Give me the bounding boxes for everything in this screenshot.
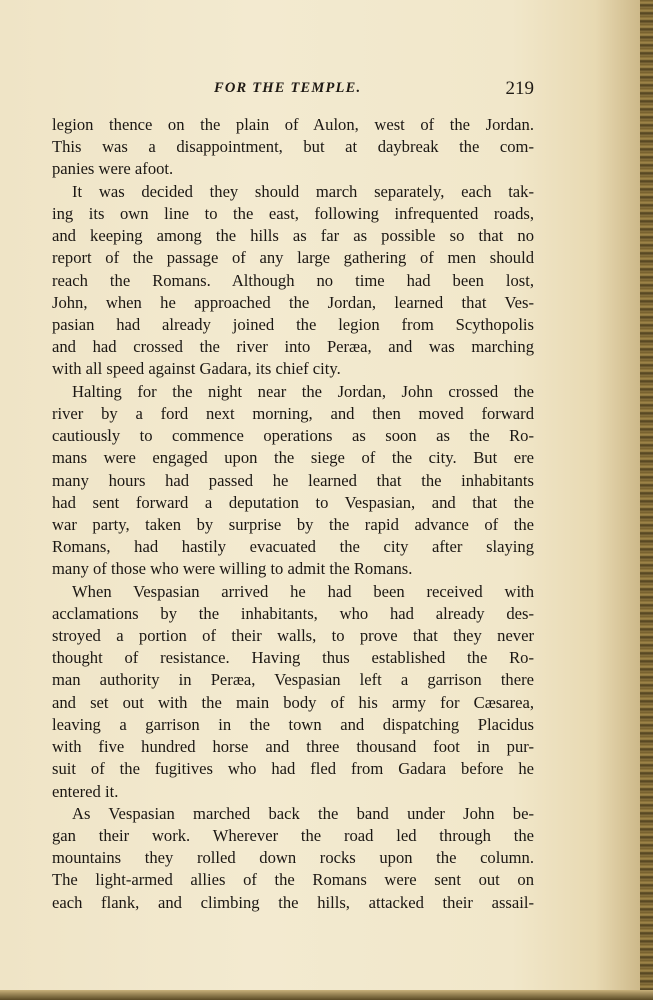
text-line: pasian had already joined the legion from Scythopolis bbox=[52, 314, 534, 334]
text-line: gan their work. Wherever the road led through the bbox=[52, 826, 534, 845]
text-line: This was a disappointment, but at daybreak the com- bbox=[52, 137, 534, 157]
text-line: war party, taken by surprise by the rapid advance of the bbox=[52, 514, 534, 534]
text-line: As Vespasian marched back the band under John be- bbox=[72, 803, 534, 823]
text-line: report of the passage of any large gathering of men should bbox=[52, 248, 534, 268]
text-line: and set out with the main body of his army for Cæsarea, bbox=[52, 692, 534, 712]
text-line: entered it. bbox=[52, 781, 119, 801]
text-line: and keeping among the hills as far as possible so that no bbox=[52, 226, 534, 246]
text-line: The light-armed allies of the Romans were sent out on bbox=[52, 870, 534, 890]
text-line: legion thence on the plain of Aulon, west of the Jordan. bbox=[52, 115, 534, 134]
text-line: had sent forward a deputation to Vespasian, and that the bbox=[52, 492, 534, 512]
page-number: 219 bbox=[505, 78, 534, 99]
text-line: mans were engaged upon the siege of the city. But ere bbox=[52, 448, 534, 468]
running-title: FOR THE TEMPLE. bbox=[214, 80, 362, 96]
page-edge-right bbox=[640, 0, 653, 1000]
text-line: panies were afoot. bbox=[52, 159, 174, 179]
text-line: stroyed a portion of their walls, to prove that they never bbox=[52, 626, 534, 646]
text-line: river by a ford next morning, and then moved forward bbox=[52, 403, 534, 423]
text-line: acclamations by the inhabitants, who had already des- bbox=[52, 603, 534, 623]
text-line: When Vespasian arrived he had been received with bbox=[72, 581, 534, 601]
text-line: cautiously to commence operations as soon as the Ro- bbox=[52, 426, 534, 446]
text-line: man authority in Peræa, Vespasian left a garrison there bbox=[52, 670, 534, 690]
text-line: leaving a garrison in the town and dispatching Placidus bbox=[52, 714, 534, 734]
page-header bbox=[52, 78, 534, 104]
text-line: with all speed against Gadara, its chief city. bbox=[52, 359, 341, 379]
text-line: It was decided they should march separately, each tak- bbox=[72, 181, 534, 201]
text-line: with five hundred horse and three thousand foot in pur- bbox=[52, 737, 534, 757]
page-edge-bottom bbox=[0, 990, 653, 1000]
text-line: John, when he approached the Jordan, learned that Ves- bbox=[52, 292, 534, 312]
text-line: Halting for the night near the Jordan, John crossed the bbox=[72, 381, 534, 401]
text-line: reach the Romans. Although no time had been lost, bbox=[52, 270, 534, 290]
body-text bbox=[52, 114, 534, 914]
text-line: and had crossed the river into Peræa, and was marching bbox=[52, 337, 534, 357]
text-line: each flank, and climbing the hills, attacked their assail- bbox=[52, 892, 534, 912]
text-line: Romans, had hastily evacuated the city after slaying bbox=[52, 537, 534, 557]
text-line: ing its own line to the east, following infrequented roads, bbox=[52, 203, 534, 223]
text-line: many hours had passed he learned that the inhabitants bbox=[52, 470, 534, 490]
text-line: suit of the fugitives who had fled from Gadara before he bbox=[52, 759, 534, 779]
text-line: mountains they rolled down rocks upon the column. bbox=[52, 848, 534, 868]
text-line: thought of resistance. Having thus established the Ro- bbox=[52, 648, 534, 668]
text-line: many of those who were willing to admit the Romans. bbox=[52, 559, 413, 579]
